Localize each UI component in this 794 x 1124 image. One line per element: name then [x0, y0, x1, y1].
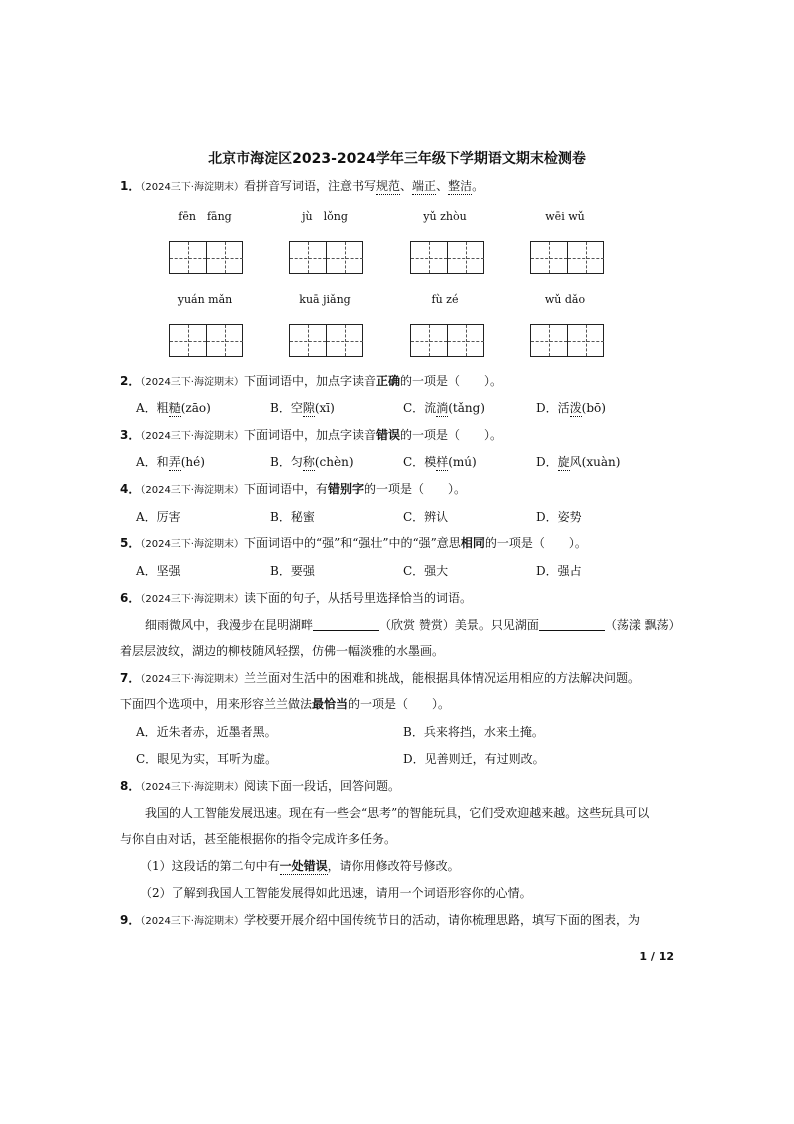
- question-7-stem: 7．（2024三下·海淀期末）兰兰面对生活中的困难和挑战，能根据具体情况运用相应的方法解决问题。: [120, 671, 641, 685]
- question-4-option-b[interactable]: B．秘蜜: [270, 510, 315, 524]
- writing-box-8[interactable]: [530, 324, 604, 357]
- question-2-option-b[interactable]: B．空隙(xī): [270, 401, 335, 415]
- writing-box-6[interactable]: [289, 324, 363, 357]
- question-1-stem: 1．（2024三下·海淀期末）看拼音写词语，注意书写规范、端正、整洁。: [120, 179, 485, 193]
- question-4-option-a[interactable]: A．厉害: [136, 510, 181, 524]
- question-3-option-b[interactable]: B．匀称(chèn): [270, 455, 354, 469]
- question-6-passage-line-1: 细雨微风中，我漫步在昆明湖畔 （欣赏 赞赏）美景。只见湖面 （荡漾 飘荡）: [145, 618, 681, 632]
- writing-box-2[interactable]: [289, 241, 363, 274]
- question-6-passage-line-2: 着层层波纹，湖边的柳枝随风轻摆，仿佛一幅淡雅的水墨画。: [120, 644, 445, 658]
- question-4-option-d[interactable]: D．姿势: [536, 510, 582, 524]
- question-8-paragraph-line-2: 与你自由对话，甚至能根据你的指令完成许多任务。: [120, 832, 397, 846]
- pinyin-2: jù lǒng: [302, 210, 348, 223]
- question-8-subquestion-2: （2）了解到我国人工智能发展得如此迅速，请用一个词语形容你的心情。: [140, 886, 532, 900]
- question-3-option-c[interactable]: C．模样(mú): [403, 455, 477, 469]
- question-7-option-d[interactable]: D．见善则迁，有过则改。: [403, 752, 545, 766]
- question-7-option-b[interactable]: B．兵来将挡，水来土掩。: [403, 725, 544, 739]
- question-2-option-a[interactable]: A．粗糙(zāo): [136, 401, 211, 415]
- question-5-stem: 5．（2024三下·海淀期末）下面词语中的“强”和“强壮”中的“强”意思相同的一项是（ ）。: [120, 536, 587, 550]
- question-8-subquestion-1: （1）这段话的第二句中有一处错误，请你用修改符号修改。: [140, 859, 460, 873]
- question-3-option-d[interactable]: D．旋风(xuàn): [536, 455, 621, 469]
- writing-box-3[interactable]: [410, 241, 484, 274]
- pinyin-6: kuā jiǎng: [299, 293, 351, 306]
- pinyin-4: wēi wǔ: [545, 210, 585, 223]
- question-3-stem: 3．（2024三下·海淀期末）下面词语中，加点字读音错误的一项是（ ）。: [120, 428, 503, 442]
- question-4-stem: 4．（2024三下·海淀期末）下面词语中，有错别字的一项是（ ）。: [120, 482, 467, 496]
- pinyin-1: fēn fāng: [178, 210, 232, 223]
- pinyin-8: wǔ dǎo: [544, 293, 586, 306]
- question-2-option-c[interactable]: C．流淌(tǎng): [403, 401, 485, 415]
- question-8-paragraph-line-1: 我国的人工智能发展迅速。现在有一些会“思考”的智能玩具，它们受欢迎越来越。这些玩具可以: [145, 806, 650, 820]
- question-5-option-d[interactable]: D．强占: [536, 564, 582, 578]
- question-8-stem: 8．（2024三下·海淀期末）阅读下面一段话，回答问题。: [120, 779, 401, 793]
- question-2-option-d[interactable]: D．活泼(bō): [536, 401, 606, 415]
- pinyin-3: yǔ zhòu: [423, 210, 467, 223]
- page-title: 北京市海淀区2023-2024学年三年级下学期语文期末检测卷: [208, 151, 586, 167]
- page-number: 1 / 12: [639, 950, 674, 963]
- question-5-option-b[interactable]: B．要强: [270, 564, 315, 578]
- question-6-stem: 6．（2024三下·海淀期末）读下面的句子，从括号里选择恰当的词语。: [120, 591, 473, 605]
- pinyin-5: yuán mǎn: [177, 293, 233, 306]
- question-7-option-c[interactable]: C．眼见为实，耳听为虚。: [136, 752, 278, 766]
- question-3-option-a[interactable]: A．和弄(hé): [136, 455, 205, 469]
- question-2-stem: 2．（2024三下·海淀期末）下面词语中，加点字读音正确的一项是（ ）。: [120, 374, 503, 388]
- blank-2[interactable]: [539, 618, 605, 631]
- question-5-option-c[interactable]: C．强大: [403, 564, 449, 578]
- question-9-stem: 9．（2024三下·海淀期末）学校要开展介绍中国传统节日的活动，请你梳理思路，填写下面的图表，为: [120, 913, 641, 927]
- question-5-option-a[interactable]: A．坚强: [136, 564, 181, 578]
- writing-box-5[interactable]: [169, 324, 243, 357]
- blank-1[interactable]: [313, 618, 379, 631]
- writing-box-4[interactable]: [530, 241, 604, 274]
- pinyin-7: fù zé: [431, 293, 459, 306]
- question-7-option-a[interactable]: A．近朱者赤，近墨者黑。: [136, 725, 277, 739]
- writing-box-7[interactable]: [410, 324, 484, 357]
- question-7-stem-line-2: 下面四个选项中，用来形容兰兰做法最恰当的一项是（ ）。: [120, 697, 451, 711]
- question-4-option-c[interactable]: C．辨认: [403, 510, 449, 524]
- writing-box-1[interactable]: [169, 241, 243, 274]
